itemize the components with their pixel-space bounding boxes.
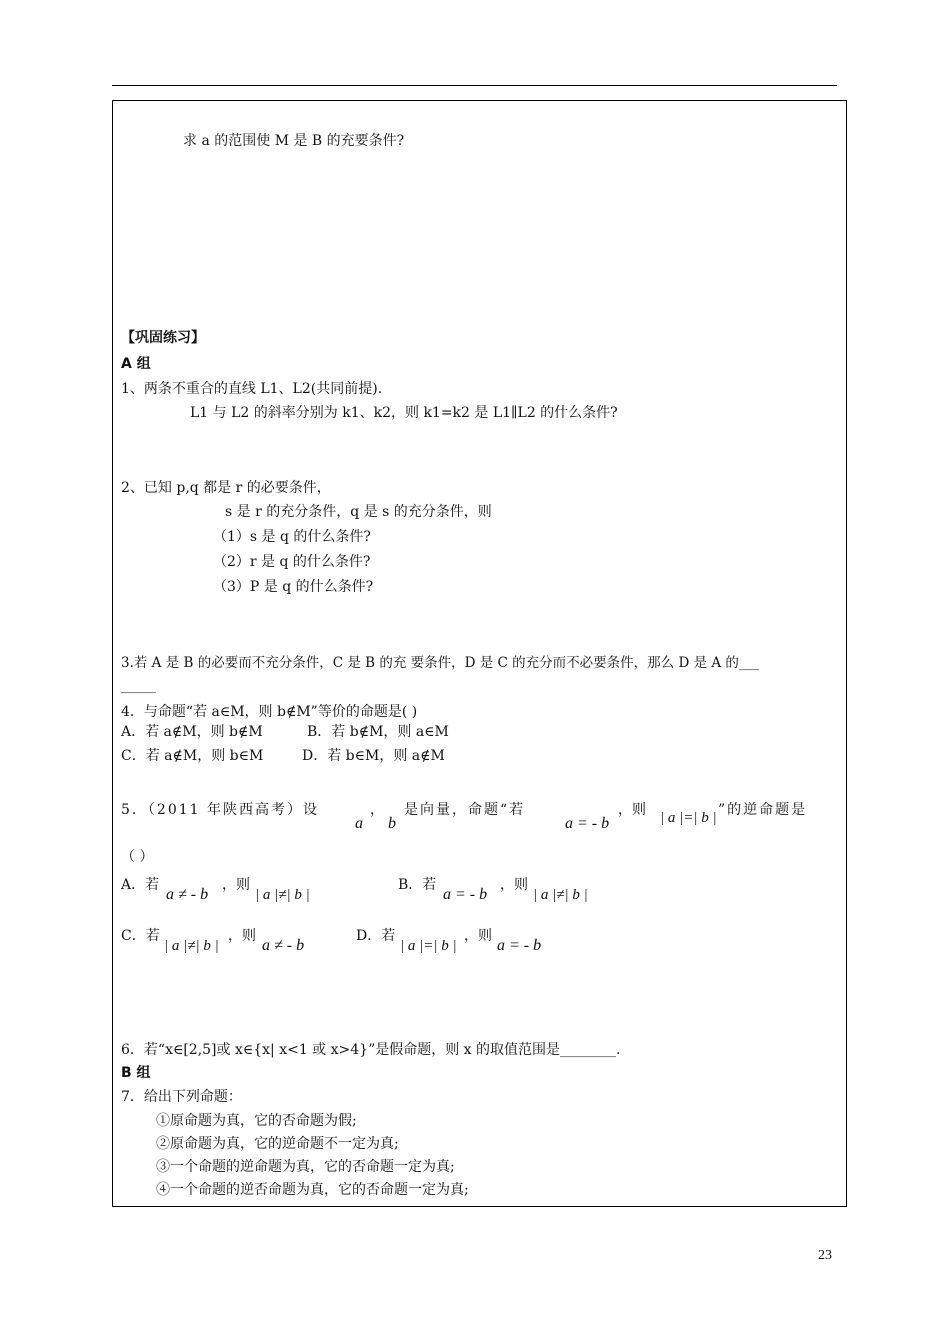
- q7-stem: 7．给出下列命题：: [121, 1089, 242, 1105]
- intro-question: 求 a 的范围使 M 是 B 的充要条件?: [183, 133, 405, 149]
- q5-stem-prefix: 5．（2011 年陕西高考）设: [121, 802, 319, 818]
- q4-stem: 4．与命题“若 a∈M，则 b∉M”等价的命题是( ): [121, 704, 418, 720]
- q5-var-b: b: [388, 815, 396, 832]
- q5-d-expr1: | a |=| b |: [400, 938, 457, 954]
- q2-sub3: （3）P 是 q 的什么条件?: [213, 579, 374, 595]
- q5-a-label: A．若: [121, 877, 160, 893]
- q5-c-label: C．若: [121, 928, 160, 944]
- q5-var-a: a: [355, 815, 363, 832]
- q5-sep: ，: [370, 802, 384, 818]
- header-rule: [112, 85, 837, 86]
- q4-option-d: D．若 b∈M，则 a∉M: [302, 748, 445, 764]
- q5-b-expr2: | a |≠| b |: [533, 887, 588, 903]
- q4-option-b: B．若 b∉M，则 a∈M: [307, 724, 449, 740]
- q5-c-expr2: a ≠ - b: [262, 937, 305, 954]
- q5-c-then: ，则: [228, 928, 256, 944]
- q4-option-c: C．若 a∉M，则 b∈M: [121, 748, 264, 764]
- q5-d-expr2: a = - b: [497, 937, 542, 954]
- group-b-label: B 组: [121, 1065, 151, 1081]
- q5-b-label: B．若: [398, 877, 437, 893]
- q5-stem-end: ”的逆命题是: [718, 802, 808, 818]
- q3-blank-1: ___: [738, 655, 760, 671]
- q5-a-expr1: a ≠ - b: [166, 886, 209, 903]
- q7-item-2: ②原命题为真，它的逆命题不一定为真;: [156, 1136, 399, 1152]
- q3-stem: 3.若 A 是 B 的必要而不充分条件，C 是 B 的充 要条件，D 是 C 的充分而不必要条件，那么 D 是 A 的: [121, 655, 739, 671]
- q7-item-1: ①原命题为真，它的否命题为假;: [156, 1113, 357, 1129]
- q7-item-4: ④一个命题的逆否命题为真，它的否命题一定为真;: [156, 1182, 469, 1198]
- q5-b-expr1: a = - b: [443, 886, 488, 903]
- q5-expr-eq: a = - b: [565, 815, 610, 832]
- q5-d-label: D．若: [356, 928, 396, 944]
- q5-a-then: ，则: [222, 877, 250, 893]
- q2-sub1: （1）s 是 q 的什么条件?: [213, 529, 371, 545]
- q1-line1: 1、两条不重合的直线 L1、L2(共同前提).: [121, 381, 383, 397]
- q5-d-then: ，则: [464, 928, 492, 944]
- q5-then: ，则: [618, 802, 646, 818]
- q2-sub2: （2）r 是 q 的什么条件?: [213, 554, 371, 570]
- q1-line2: L1 与 L2 的斜率分别为 k1、k2，则 k1=k2 是 L1∥L2 的什么条件?: [190, 405, 618, 421]
- q5-paren: （ ）: [121, 849, 154, 865]
- section-title: 【巩固练习】: [121, 330, 205, 346]
- q5-b-then: ，则: [500, 877, 528, 893]
- q6-text: 6．若“x∈[2,5]或 x∈{x| x<1 或 x>4}”是假命题，则 x 的取值范围是________.: [121, 1042, 621, 1058]
- q4-option-a: A．若 a∉M，则 b∉M: [121, 724, 263, 740]
- q2-line1: 2、已知 p,q 都是 r 的必要条件，: [121, 480, 331, 496]
- q3-text: [121, 654, 759, 672]
- group-a-label: A 组: [121, 356, 151, 372]
- q3-blank-2: _____: [121, 678, 156, 694]
- q2-line2: s 是 r 的充分条件，q 是 s 的充分条件，则: [225, 504, 492, 520]
- q7-item-3: ③一个命题的逆命题为真，它的否命题一定为真;: [156, 1159, 455, 1175]
- q5-c-expr1: | a |≠| b |: [164, 938, 219, 954]
- q5-a-expr2: | a |≠| b |: [255, 887, 310, 903]
- page-number: 23: [818, 1248, 832, 1263]
- q5-expr-abs-eq: | a |=| b |: [660, 810, 717, 826]
- q5-stem-mid: 是向量，命题“若: [404, 802, 526, 818]
